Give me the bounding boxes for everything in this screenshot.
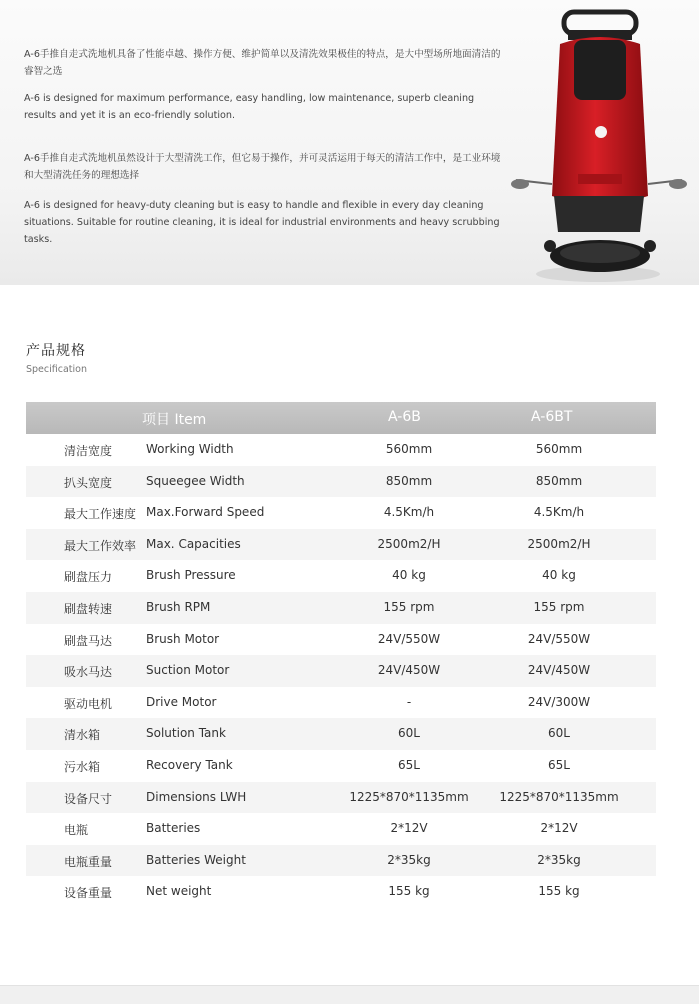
- value-a6bt: 850mm: [535, 473, 583, 488]
- table-row: [26, 750, 656, 782]
- table-row: [26, 655, 656, 687]
- table-row: [26, 497, 656, 529]
- value-a6b: 850mm: [385, 473, 433, 488]
- table-row: [26, 845, 656, 877]
- table-row: [26, 687, 656, 719]
- spec-name-cn: 最大工作速度: [64, 507, 137, 522]
- table-row: [26, 624, 656, 656]
- spec-name-cn: 最大工作效率: [64, 538, 137, 553]
- intro-en-1: A-6 is designed for maximum performance, easy handling, low maintenance, superb cleaning results and yet it is an eco-friendly solution.: [24, 93, 475, 121]
- header-item: 项目 Item: [142, 412, 207, 428]
- table-row: [26, 592, 656, 624]
- spec-name-cn: 污水箱: [64, 759, 101, 774]
- value-a6bt: 24V/450W: [527, 663, 591, 678]
- spec-name-cn: 电瓶重量: [64, 854, 113, 869]
- floor-scrubber-image: [510, 6, 690, 286]
- spec-name-cn: 清洁宽度: [64, 444, 113, 458]
- spec-name-en: Max. Capacities: [146, 536, 241, 551]
- value-a6b: 155 rpm: [383, 599, 435, 614]
- value-a6bt: 60L: [548, 726, 570, 741]
- value-a6bt: 2500m2/H: [527, 536, 591, 551]
- value-a6b: 2*35kg: [387, 852, 431, 867]
- spec-name-en: Net weight: [146, 884, 212, 899]
- spec-name-en: Batteries: [146, 821, 201, 836]
- spec-table: [26, 402, 656, 908]
- value-a6bt: 2*12V: [540, 821, 578, 836]
- intro-cn-2: A-6手推自走式洗地机虽然设计于大型清洗工作，但它易于操作，并可灵活运用于每天的清洁工作中，是工业环境和大型清洗任务的理想选择: [24, 153, 501, 181]
- spec-name-en: Solution Tank: [146, 726, 226, 741]
- value-a6bt: 4.5Km/h: [533, 505, 585, 520]
- value-a6bt: 24V/550W: [527, 631, 591, 646]
- spec-name-en: Drive Motor: [146, 694, 217, 709]
- bottom-band: [0, 985, 699, 1004]
- spec-heading: [26, 340, 87, 375]
- value-a6b: 4.5Km/h: [383, 505, 435, 520]
- value-a6b: 40 kg: [392, 568, 426, 583]
- value-a6b: -: [406, 694, 412, 709]
- spec-name-cn: 驱动电机: [64, 696, 113, 711]
- table-row: [26, 876, 656, 908]
- value-a6bt: 24V/300W: [527, 694, 591, 709]
- table-header: [26, 402, 656, 434]
- table-row: [26, 560, 656, 592]
- hero-section: [0, 0, 699, 285]
- spec-name-cn: 扒头宽度: [64, 475, 113, 490]
- value-a6bt: 2*35kg: [537, 852, 581, 867]
- value-a6bt: 40 kg: [542, 568, 576, 583]
- table-row: [26, 718, 656, 750]
- table-row: [26, 466, 656, 498]
- spec-title-en: Specification: [26, 364, 87, 375]
- value-a6bt: 1225*870*1135mm: [499, 789, 619, 804]
- table-row: [26, 529, 656, 561]
- spec-name-en: Squeegee Width: [146, 473, 245, 488]
- spec-name-en: Max.Forward Speed: [146, 505, 265, 520]
- intro-cn-1: A-6手推自走式洗地机具备了性能卓越、操作方便、维护简单以及清洗效果极佳的特点，是大中型场所地面清洁的睿智之选: [24, 49, 501, 77]
- spec-name-en: Suction Motor: [146, 663, 230, 678]
- spec-name-cn: 刷盘压力: [64, 570, 113, 585]
- spec-name-cn: 刷盘马达: [64, 633, 113, 648]
- value-a6b: 2*12V: [390, 821, 428, 836]
- value-a6b: 1225*870*1135mm: [349, 789, 469, 804]
- value-a6bt: 155 kg: [538, 884, 580, 899]
- spec-title-cn: 产品规格: [26, 343, 86, 359]
- spec-name-cn: 吸水马达: [64, 665, 113, 680]
- value-a6bt: 155 rpm: [533, 599, 585, 614]
- table-body: [26, 434, 656, 908]
- spec-name-en: Dimensions LWH: [146, 789, 247, 804]
- value-a6b: 2500m2/H: [377, 536, 441, 551]
- table-row: [26, 434, 656, 466]
- header-model-a6b: A-6B: [388, 409, 421, 425]
- header-model-a6bt: A-6BT: [531, 409, 573, 425]
- spec-name-cn: 刷盘转速: [64, 601, 113, 616]
- value-a6b: 65L: [398, 757, 420, 772]
- spec-name-cn: 电瓶: [64, 823, 89, 838]
- spec-name-en: Recovery Tank: [146, 757, 233, 772]
- spec-name-en: Brush Motor: [146, 631, 220, 646]
- value-a6b: 60L: [398, 726, 420, 741]
- spec-name-en: Brush RPM: [146, 599, 211, 614]
- table-row: [26, 813, 656, 845]
- value-a6bt: 560mm: [535, 442, 583, 456]
- spec-name-en: Batteries Weight: [146, 852, 246, 867]
- spec-name-en: Working Width: [146, 442, 234, 456]
- intro-en-2: A-6 is designed for heavy-duty cleaning but is easy to handle and flexible in every day cleaning situations. Suitable for routine cleaning, it is ideal for industrial environments and heavy scrubbing tasks.: [24, 200, 500, 245]
- value-a6b: 155 kg: [388, 884, 430, 899]
- value-a6b: 24V/550W: [377, 631, 441, 646]
- spec-name-cn: 设备重量: [64, 886, 113, 901]
- table-row: [26, 782, 656, 814]
- spec-name-cn: 清水箱: [64, 728, 101, 743]
- spec-name-cn: 设备尺寸: [64, 791, 113, 806]
- value-a6b: 24V/450W: [377, 663, 441, 678]
- spec-name-en: Brush Pressure: [146, 568, 236, 583]
- value-a6b: 560mm: [385, 442, 433, 456]
- value-a6bt: 65L: [548, 757, 570, 772]
